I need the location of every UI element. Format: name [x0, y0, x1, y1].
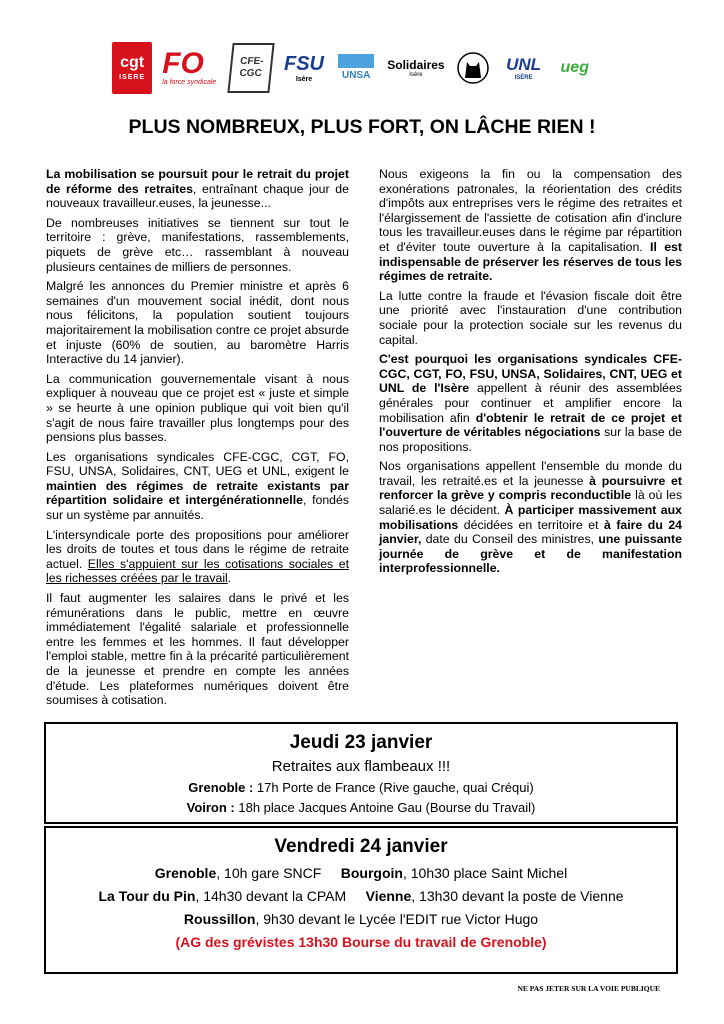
union-logos	[112, 40, 592, 95]
fsu-logo	[282, 46, 326, 90]
ag-notice: (AG des grévistes 13h30 Bourse du travail de Grenoble)	[175, 934, 547, 950]
event-detail: , 13h30 devant la poste de Vienne	[411, 888, 624, 904]
footer-notice: NE PAS JETER SUR LA VOIE PUBLIQUE	[517, 984, 660, 993]
event-city: Roussillon	[183, 911, 256, 927]
paragraph-9: La lutte contre la fraude et l'évasion fiscale doit être une priorité avec l'instauration d'une contribution sociale pour la protection sociale sur les revenus du capital.	[379, 288, 682, 347]
unsa-logo	[336, 44, 376, 92]
event-date: Jeudi 23 janvier	[289, 732, 433, 753]
p10-b: sur la base de nos propositions.	[379, 425, 682, 454]
event-detail: , 10h30 place Saint Michel	[402, 865, 568, 881]
event-box-thursday	[44, 722, 678, 824]
p11-b: là où les salarié.es le décident.	[379, 488, 682, 518]
solidaires-logo	[386, 46, 445, 90]
p10-a: appellent à réunir des assemblées générales pour continuer et amplifier encore la mobilisation afin	[379, 381, 683, 425]
fo-logo	[162, 42, 219, 94]
event-detail: 18h place Jacques Antoine Gau (Bourse du Travail)	[234, 800, 536, 815]
p6-b: .	[227, 571, 232, 586]
fsu-logo-sub: Isère	[295, 75, 313, 83]
paragraph-8	[379, 167, 682, 284]
body-text	[46, 167, 682, 715]
p11-a: Nos organisations appellent l'ensemble du monde du travail, les retraité.es et la jeunesse	[379, 459, 682, 488]
p11-bold2: À participer massivement aux mobilisations	[379, 503, 682, 532]
black-cat-icon	[456, 46, 490, 90]
paragraph-7: Il faut augmenter les salaires dans le privé et les rémunérations dans le public, mettre en œuvre immédiatement l'égalité salariale et professionnelle entre les femmes et les hommes. Il faut développer l'emploi stable, mettre fin à la précarité particulièrement de la jeunesse et prendre en compte les années d'étude. Les plateformes numériques doivent être soumises à cotisation.	[46, 591, 349, 708]
cfe-cgc-logo-text: CFE-CGC	[238, 55, 264, 79]
event-line	[46, 780, 676, 795]
event-line	[46, 888, 676, 904]
unsa-logo-text: UNSA	[341, 70, 371, 81]
paragraph-5	[46, 450, 349, 523]
event-box-friday	[44, 826, 678, 974]
event-line	[46, 911, 676, 927]
event-city: Grenoble :	[188, 780, 254, 795]
p5-bold: maintien des régimes de retraite existants par répartition solidaire et intergénérationnelle	[46, 478, 349, 508]
p6-a: L'intersyndicale porte des propositions pour améliorer les droits de toutes et tous dans le régime de retraite actuel.	[46, 527, 349, 571]
cnt-black-cat-logo	[456, 46, 490, 90]
solidaires-logo-text: Solidaires	[387, 57, 445, 72]
ueg-logo-text: ueg	[560, 58, 589, 76]
paragraph-2: De nombreuses initiatives se tiennent sur tout le territoire : grève, manifestations, rassemblements, piquets de grève etc… rassemblant à nouveau plusieurs centaines de milliers de personnes.	[46, 215, 349, 274]
event-detail: 17h Porte de France (Rive gauche, quai Créqui)	[253, 780, 534, 795]
p11-d: date du Conseil des ministres,	[421, 532, 599, 547]
p8-a: Nous exigeons la fin ou la compensation des exonérations patronales, la réorientation des crédits d'impôts aux entreprises vers le régime des retraites et l'élargissement de l'assiette de cotisation afin d'inclure tous les travailleur.euses dans le régime par répartition et d'éviter toute ouverture à la capitalisation.	[379, 167, 682, 254]
cgt-logo-sub: ISERE	[119, 74, 146, 81]
p5-b: , fondés sur un système par annuités.	[46, 493, 349, 523]
p8-bold: Il est indispensable de préserver les réserves de tous les régimes de retraite.	[379, 239, 682, 284]
cfe-cgc-logo	[227, 43, 275, 93]
event-city: La Tour du Pin	[98, 888, 196, 904]
event-detail: , 10h gare SNCF	[216, 865, 322, 881]
p11-bold4: une puissante journée de grève et de manifestation interprofessionnelle.	[379, 532, 682, 576]
cgt-logo	[112, 42, 152, 94]
event-line	[46, 865, 676, 881]
event-city: Voiron :	[186, 800, 235, 815]
p10-bold1: C'est pourquoi les organisations syndicales CFE-CGC, CGT, FO, FSU, UNSA, Solidaires, CNT, UEG et UNL de l'Isère	[379, 352, 682, 396]
page-title: PLUS NOMBREUX, PLUS FORT, ON LÂCHE RIEN !	[128, 116, 596, 138]
paragraph-6	[46, 528, 349, 586]
event-detail: , 14h30 devant la CPAM	[195, 888, 347, 904]
ueg-logo	[558, 53, 592, 83]
paragraph-10	[379, 352, 682, 454]
p10-bold2: d'obtenir le retrait de ce projet et l'ouverture de véritables négociations	[379, 410, 682, 440]
paragraph-1	[46, 167, 349, 211]
event-city: Bourgoin	[340, 865, 403, 881]
p11-bold3: à faire du 24 janvier,	[379, 517, 682, 547]
unl-logo-text: UNL	[506, 54, 542, 74]
event-subtitle: Retraites aux flambeaux !!!	[271, 758, 451, 775]
unl-logo-sub: ISÈRE	[514, 74, 533, 81]
paragraph-11	[379, 459, 682, 576]
p11-c: décidées en territoire et	[458, 517, 604, 532]
p1-bold: La mobilisation se poursuit pour le retrait du projet de réforme des retraites	[46, 167, 349, 196]
fo-logo-sub: la force syndicale	[162, 79, 217, 86]
paragraph-4: La communication gouvernementale visant à nous expliquer à nouveau que ce projet est « juste et simple » se heurte à une opinion publique qui voit bien qu'il s'agit de nous faire travailler plus longtemps pour des pensions plus basses.	[46, 371, 349, 445]
p11-bold1: à poursuivre et renforcer la grève y compris reconductible	[379, 473, 682, 503]
solidaires-logo-sub: Isère	[409, 71, 423, 78]
cgt-logo-text: cgt	[120, 54, 145, 71]
fo-logo-text: FO	[162, 47, 204, 80]
event-city: Grenoble	[154, 865, 217, 881]
unsa-logo-bar	[338, 54, 374, 68]
event-city: Vienne	[365, 888, 412, 904]
unl-logo	[500, 46, 548, 90]
p5-a: Les organisations syndicales CFE-CGC, CGT, FO, FSU, UNSA, Solidaires, CNT, UEG et UNL, exigent le	[46, 449, 349, 479]
event-line	[46, 800, 676, 815]
p6-underlined: Elles s'appuient sur les cotisations sociales et les richesses créées par le travail	[46, 556, 349, 586]
fsu-logo-text: FSU	[284, 52, 324, 75]
paragraph-3: Malgré les annonces du Premier ministre et après 6 semaines d'un mouvement social inédit, dont nous nous félicitons, la population soutient toujours majoritairement la mobilisation contre ce projet absurde et injuste (60% de soutien, au baromètre Harris Interactive du 14 janvier).	[46, 279, 349, 367]
p1-rest: , entraînant chaque jour de nouveaux travailleur.euses, la jeunesse...	[46, 181, 349, 211]
event-date: Vendredi 24 janvier	[274, 836, 448, 857]
event-detail: , 9h30 devant le Lycée l'EDIT rue Victor Hugo	[255, 911, 539, 927]
